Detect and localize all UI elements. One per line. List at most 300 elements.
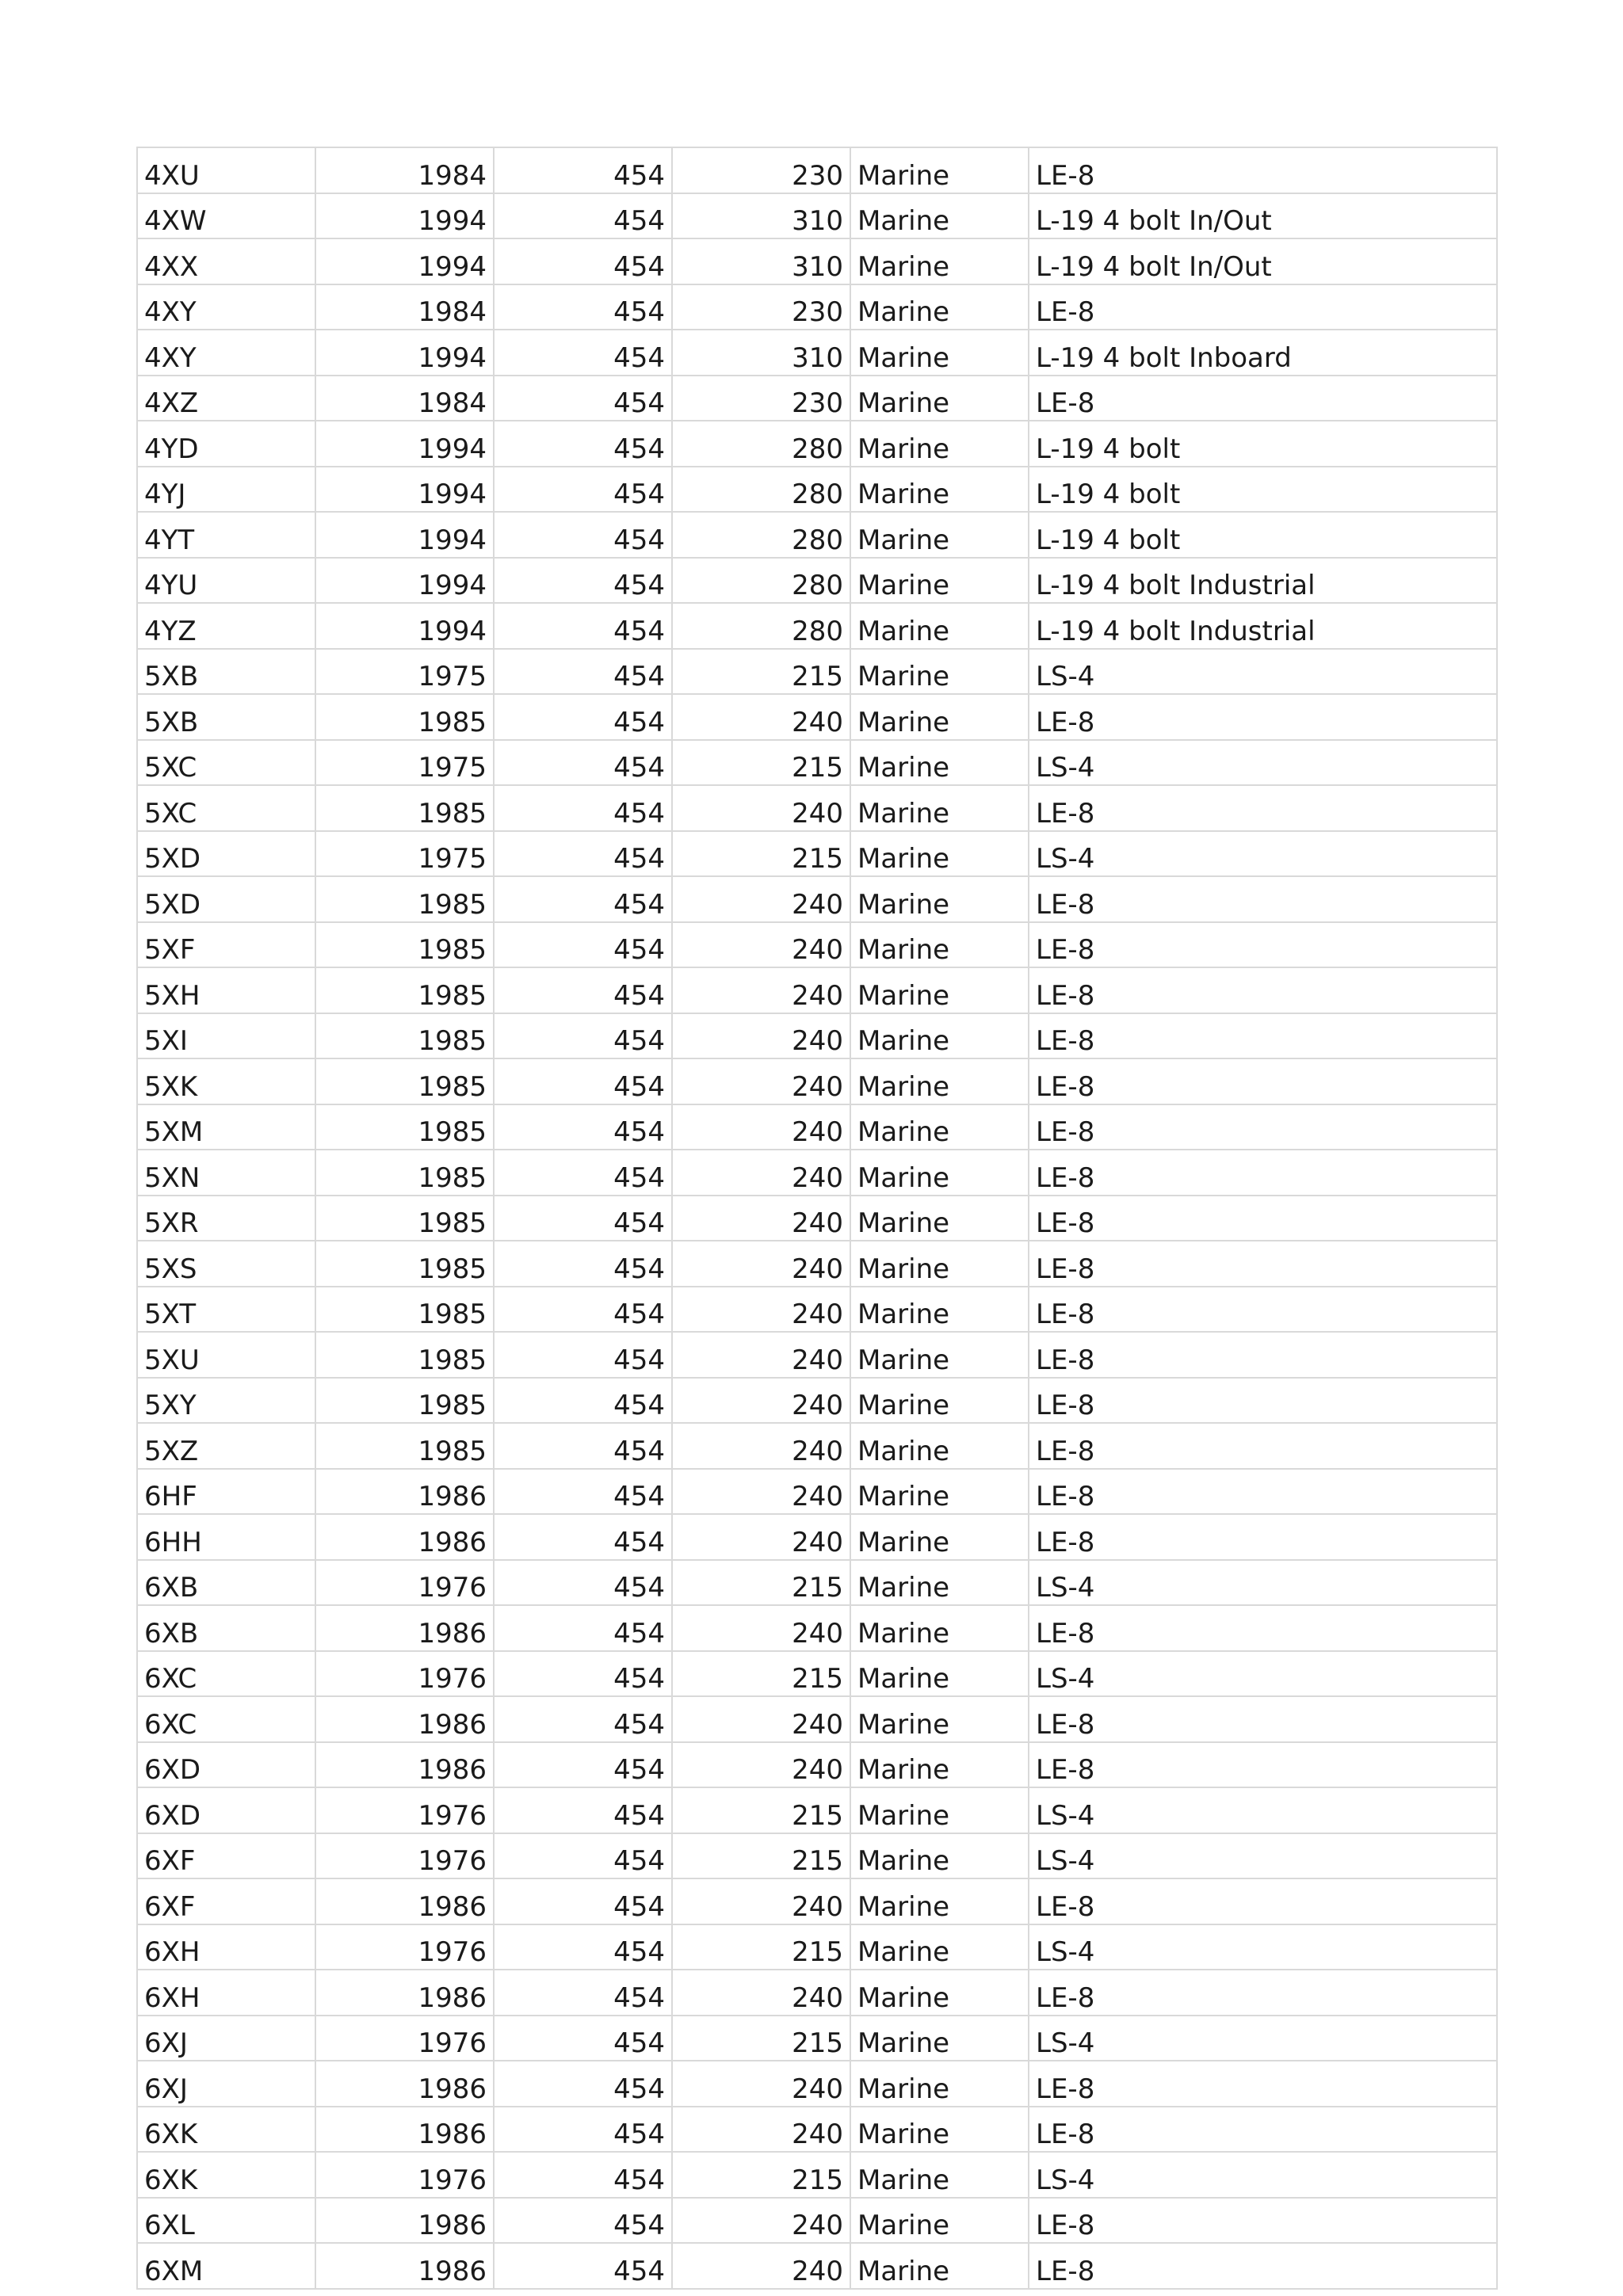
table-row [137, 1833, 1497, 1879]
model-cell: LE-8 [1029, 1332, 1497, 1378]
engine-code-cell: 5XD [137, 831, 315, 877]
model-cell: L-19 4 bolt In/Out [1029, 238, 1497, 284]
year-cell: 1986 [315, 2243, 494, 2289]
engine-code-cell: 6XM [137, 2243, 315, 2289]
engine-code-cell: 4XW [137, 193, 315, 239]
application-cell: Marine [850, 831, 1029, 877]
year-cell: 1984 [315, 147, 494, 193]
model-cell: LE-8 [1029, 1150, 1497, 1196]
year-cell: 1976 [315, 2016, 494, 2061]
horsepower-cell: 240 [672, 2198, 850, 2244]
engine-code-cell: 5XC [137, 785, 315, 831]
horsepower-cell: 280 [672, 558, 850, 604]
horsepower-cell: 240 [672, 2107, 850, 2153]
application-cell: Marine [850, 1423, 1029, 1469]
displacement-cell: 454 [494, 238, 672, 284]
horsepower-cell: 230 [672, 284, 850, 330]
table-row [137, 1013, 1497, 1059]
displacement-cell: 454 [494, 1560, 672, 1606]
model-cell: LE-8 [1029, 2107, 1497, 2153]
horsepower-cell: 240 [672, 1378, 850, 1424]
year-cell: 1985 [315, 967, 494, 1013]
engine-code-cell: 5XZ [137, 1423, 315, 1469]
year-cell: 1985 [315, 1378, 494, 1424]
year-cell: 1976 [315, 1651, 494, 1697]
model-cell: LE-8 [1029, 1423, 1497, 1469]
year-cell: 1975 [315, 831, 494, 877]
model-cell: LE-8 [1029, 1058, 1497, 1104]
engine-code-cell: 6HH [137, 1514, 315, 1560]
table-row [137, 1970, 1497, 2016]
displacement-cell: 454 [494, 1196, 672, 1241]
table-row [137, 193, 1497, 239]
application-cell: Marine [850, 1469, 1029, 1515]
displacement-cell: 454 [494, 831, 672, 877]
year-cell: 1986 [315, 2061, 494, 2107]
horsepower-cell: 215 [672, 1560, 850, 1606]
model-cell: LS-4 [1029, 1924, 1497, 1970]
engine-code-cell: 4YT [137, 512, 315, 558]
horsepower-cell: 240 [672, 1423, 850, 1469]
displacement-cell: 454 [494, 876, 672, 922]
model-cell: LE-8 [1029, 1378, 1497, 1424]
application-cell: Marine [850, 1833, 1029, 1879]
table-row [137, 1742, 1497, 1788]
model-cell: L-19 4 bolt [1029, 512, 1497, 558]
table-row [137, 238, 1497, 284]
horsepower-cell: 240 [672, 2061, 850, 2107]
horsepower-cell: 240 [672, 1196, 850, 1241]
application-cell: Marine [850, 1514, 1029, 1560]
application-cell: Marine [850, 1605, 1029, 1651]
table-row [137, 1196, 1497, 1241]
engine-code-cell: 5XH [137, 967, 315, 1013]
engine-code-cell: 5XM [137, 1104, 315, 1150]
year-cell: 1994 [315, 421, 494, 467]
engine-code-cell: 5XF [137, 922, 315, 968]
year-cell: 1986 [315, 1742, 494, 1788]
displacement-cell: 454 [494, 1970, 672, 2016]
application-cell: Marine [850, 2152, 1029, 2198]
application-cell: Marine [850, 421, 1029, 467]
year-cell: 1985 [315, 1150, 494, 1196]
displacement-cell: 454 [494, 2198, 672, 2244]
model-cell: LS-4 [1029, 740, 1497, 786]
year-cell: 1985 [315, 694, 494, 740]
year-cell: 1985 [315, 876, 494, 922]
model-cell: LS-4 [1029, 2152, 1497, 2198]
application-cell: Marine [850, 1058, 1029, 1104]
displacement-cell: 454 [494, 1742, 672, 1788]
year-cell: 1985 [315, 1013, 494, 1059]
engine-code-cell: 6HF [137, 1469, 315, 1515]
model-cell: L-19 4 bolt [1029, 421, 1497, 467]
table-row [137, 649, 1497, 695]
horsepower-cell: 240 [672, 1332, 850, 1378]
year-cell: 1976 [315, 1787, 494, 1833]
year-cell: 1976 [315, 1924, 494, 1970]
table-row [137, 1651, 1497, 1697]
engine-code-cell: 5XS [137, 1241, 315, 1287]
application-cell: Marine [850, 2198, 1029, 2244]
engine-code-table [136, 147, 1498, 2290]
horsepower-cell: 240 [672, 1104, 850, 1150]
model-cell: LS-4 [1029, 1833, 1497, 1879]
engine-code-cell: 6XH [137, 1924, 315, 1970]
displacement-cell: 454 [494, 1058, 672, 1104]
engine-code-cell: 5XU [137, 1332, 315, 1378]
model-cell: L-19 4 bolt Inboard [1029, 330, 1497, 376]
table-row [137, 1924, 1497, 1970]
application-cell: Marine [850, 876, 1029, 922]
engine-code-cell: 6XC [137, 1696, 315, 1742]
table-row [137, 785, 1497, 831]
model-cell: LE-8 [1029, 967, 1497, 1013]
year-cell: 1994 [315, 512, 494, 558]
year-cell: 1985 [315, 785, 494, 831]
table-row [137, 1469, 1497, 1515]
table-row [137, 2061, 1497, 2107]
table-row [137, 876, 1497, 922]
application-cell: Marine [850, 330, 1029, 376]
displacement-cell: 454 [494, 922, 672, 968]
model-cell: LE-8 [1029, 1970, 1497, 2016]
table-row [137, 1287, 1497, 1333]
displacement-cell: 454 [494, 284, 672, 330]
year-cell: 1985 [315, 1104, 494, 1150]
year-cell: 1994 [315, 558, 494, 604]
engine-code-cell: 5XB [137, 694, 315, 740]
horsepower-cell: 215 [672, 1924, 850, 1970]
displacement-cell: 454 [494, 1104, 672, 1150]
displacement-cell: 454 [494, 1150, 672, 1196]
year-cell: 1994 [315, 330, 494, 376]
table-row [137, 1878, 1497, 1924]
horsepower-cell: 240 [672, 1742, 850, 1788]
engine-code-cell: 6XB [137, 1560, 315, 1606]
application-cell: Marine [850, 785, 1029, 831]
engine-code-cell: 4XZ [137, 376, 315, 421]
model-cell: LE-8 [1029, 876, 1497, 922]
engine-code-cell: 6XF [137, 1878, 315, 1924]
displacement-cell: 454 [494, 1833, 672, 1879]
table-row [137, 967, 1497, 1013]
displacement-cell: 454 [494, 1332, 672, 1378]
displacement-cell: 454 [494, 1241, 672, 1287]
model-cell: LE-8 [1029, 1104, 1497, 1150]
application-cell: Marine [850, 2016, 1029, 2061]
engine-code-cell: 5XK [137, 1058, 315, 1104]
engine-code-cell: 5XC [137, 740, 315, 786]
horsepower-cell: 240 [672, 922, 850, 968]
table-row [137, 512, 1497, 558]
model-cell: LS-4 [1029, 2016, 1497, 2061]
year-cell: 1985 [315, 1287, 494, 1333]
engine-code-cell: 6XH [137, 1970, 315, 2016]
year-cell: 1986 [315, 1514, 494, 1560]
displacement-cell: 454 [494, 1651, 672, 1697]
engine-code-cell: 6XD [137, 1787, 315, 1833]
model-cell: LE-8 [1029, 1514, 1497, 1560]
horsepower-cell: 240 [672, 876, 850, 922]
application-cell: Marine [850, 1196, 1029, 1241]
table-row [137, 831, 1497, 877]
table-row [137, 1058, 1497, 1104]
engine-code-cell: 4XX [137, 238, 315, 284]
horsepower-cell: 215 [672, 2016, 850, 2061]
spreadsheet-page [136, 147, 1496, 2290]
engine-code-cell: 6XB [137, 1605, 315, 1651]
model-cell: L-19 4 bolt [1029, 467, 1497, 513]
application-cell: Marine [850, 284, 1029, 330]
model-cell: LE-8 [1029, 1878, 1497, 1924]
displacement-cell: 454 [494, 467, 672, 513]
horsepower-cell: 280 [672, 421, 850, 467]
engine-code-cell: 6XJ [137, 2016, 315, 2061]
table-row [137, 1696, 1497, 1742]
application-cell: Marine [850, 1651, 1029, 1697]
year-cell: 1994 [315, 603, 494, 649]
displacement-cell: 454 [494, 193, 672, 239]
model-cell: LS-4 [1029, 831, 1497, 877]
horsepower-cell: 310 [672, 238, 850, 284]
year-cell: 1986 [315, 1878, 494, 1924]
displacement-cell: 454 [494, 1469, 672, 1515]
year-cell: 1984 [315, 284, 494, 330]
displacement-cell: 454 [494, 2152, 672, 2198]
table-row [137, 2016, 1497, 2061]
engine-code-cell: 5XY [137, 1378, 315, 1424]
table-row [137, 1378, 1497, 1424]
table-row [137, 922, 1497, 968]
application-cell: Marine [850, 147, 1029, 193]
horsepower-cell: 280 [672, 467, 850, 513]
engine-code-cell: 6XD [137, 1742, 315, 1788]
horsepower-cell: 240 [672, 1013, 850, 1059]
application-cell: Marine [850, 2243, 1029, 2289]
year-cell: 1994 [315, 467, 494, 513]
model-cell: LE-8 [1029, 2243, 1497, 2289]
application-cell: Marine [850, 649, 1029, 695]
table-row [137, 330, 1497, 376]
displacement-cell: 454 [494, 1287, 672, 1333]
engine-code-cell: 5XR [137, 1196, 315, 1241]
table-row [137, 1332, 1497, 1378]
year-cell: 1985 [315, 1196, 494, 1241]
horsepower-cell: 215 [672, 831, 850, 877]
engine-code-cell: 6XC [137, 1651, 315, 1697]
table-row [137, 603, 1497, 649]
model-cell: LE-8 [1029, 1469, 1497, 1515]
application-cell: Marine [850, 1560, 1029, 1606]
application-cell: Marine [850, 1287, 1029, 1333]
table-row [137, 1605, 1497, 1651]
model-cell: LS-4 [1029, 1787, 1497, 1833]
horsepower-cell: 280 [672, 603, 850, 649]
year-cell: 1975 [315, 649, 494, 695]
year-cell: 1986 [315, 1970, 494, 2016]
displacement-cell: 454 [494, 558, 672, 604]
table-row [137, 2198, 1497, 2244]
engine-code-cell: 6XK [137, 2107, 315, 2153]
model-cell: LE-8 [1029, 1013, 1497, 1059]
displacement-cell: 454 [494, 1924, 672, 1970]
model-cell: LE-8 [1029, 147, 1497, 193]
model-cell: LE-8 [1029, 1196, 1497, 1241]
table-row [137, 421, 1497, 467]
horsepower-cell: 240 [672, 1058, 850, 1104]
engine-code-cell: 5XN [137, 1150, 315, 1196]
application-cell: Marine [850, 694, 1029, 740]
table-row [137, 1423, 1497, 1469]
table-row [137, 1787, 1497, 1833]
table-row [137, 376, 1497, 421]
engine-code-cell: 5XI [137, 1013, 315, 1059]
horsepower-cell: 240 [672, 1150, 850, 1196]
horsepower-cell: 240 [672, 694, 850, 740]
horsepower-cell: 240 [672, 1469, 850, 1515]
engine-code-cell: 6XK [137, 2152, 315, 2198]
year-cell: 1986 [315, 1605, 494, 1651]
model-cell: LE-8 [1029, 922, 1497, 968]
model-cell: LE-8 [1029, 2198, 1497, 2244]
horsepower-cell: 310 [672, 330, 850, 376]
displacement-cell: 454 [494, 603, 672, 649]
table-row [137, 1241, 1497, 1287]
displacement-cell: 454 [494, 512, 672, 558]
horsepower-cell: 240 [672, 1970, 850, 2016]
displacement-cell: 454 [494, 2107, 672, 2153]
table-row [137, 2107, 1497, 2153]
horsepower-cell: 240 [672, 967, 850, 1013]
displacement-cell: 454 [494, 1696, 672, 1742]
application-cell: Marine [850, 1696, 1029, 1742]
engine-code-cell: 5XD [137, 876, 315, 922]
application-cell: Marine [850, 1924, 1029, 1970]
displacement-cell: 454 [494, 421, 672, 467]
engine-code-cell: 4YU [137, 558, 315, 604]
displacement-cell: 454 [494, 330, 672, 376]
horsepower-cell: 240 [672, 1878, 850, 1924]
application-cell: Marine [850, 922, 1029, 968]
year-cell: 1986 [315, 2198, 494, 2244]
horsepower-cell: 240 [672, 1514, 850, 1560]
displacement-cell: 454 [494, 1013, 672, 1059]
displacement-cell: 454 [494, 376, 672, 421]
table-row [137, 1560, 1497, 1606]
displacement-cell: 454 [494, 1605, 672, 1651]
application-cell: Marine [850, 1150, 1029, 1196]
model-cell: LS-4 [1029, 1560, 1497, 1606]
application-cell: Marine [850, 1742, 1029, 1788]
year-cell: 1976 [315, 2152, 494, 2198]
model-cell: LS-4 [1029, 1651, 1497, 1697]
engine-code-cell: 5XT [137, 1287, 315, 1333]
table-row [137, 1514, 1497, 1560]
model-cell: LE-8 [1029, 1742, 1497, 1788]
engine-code-cell: 4XY [137, 330, 315, 376]
model-cell: LE-8 [1029, 2061, 1497, 2107]
year-cell: 1986 [315, 1469, 494, 1515]
horsepower-cell: 310 [672, 193, 850, 239]
table-row [137, 740, 1497, 786]
displacement-cell: 454 [494, 1378, 672, 1424]
horsepower-cell: 215 [672, 740, 850, 786]
application-cell: Marine [850, 558, 1029, 604]
application-cell: Marine [850, 1241, 1029, 1287]
horsepower-cell: 215 [672, 649, 850, 695]
application-cell: Marine [850, 1104, 1029, 1150]
application-cell: Marine [850, 1787, 1029, 1833]
year-cell: 1984 [315, 376, 494, 421]
model-cell: L-19 4 bolt Industrial [1029, 558, 1497, 604]
application-cell: Marine [850, 740, 1029, 786]
year-cell: 1986 [315, 1696, 494, 1742]
table-row [137, 2243, 1497, 2289]
table-row [137, 558, 1497, 604]
year-cell: 1976 [315, 1833, 494, 1879]
application-cell: Marine [850, 512, 1029, 558]
horsepower-cell: 230 [672, 147, 850, 193]
table-body [137, 147, 1497, 2289]
application-cell: Marine [850, 1378, 1029, 1424]
engine-code-cell: 4YZ [137, 603, 315, 649]
engine-code-cell: 4XU [137, 147, 315, 193]
model-cell: LE-8 [1029, 284, 1497, 330]
horsepower-cell: 230 [672, 376, 850, 421]
year-cell: 1985 [315, 1241, 494, 1287]
engine-code-cell: 4YJ [137, 467, 315, 513]
application-cell: Marine [850, 1013, 1029, 1059]
year-cell: 1994 [315, 193, 494, 239]
model-cell: LE-8 [1029, 694, 1497, 740]
horsepower-cell: 240 [672, 785, 850, 831]
engine-code-cell: 4XY [137, 284, 315, 330]
displacement-cell: 454 [494, 1878, 672, 1924]
horsepower-cell: 240 [672, 1241, 850, 1287]
model-cell: LE-8 [1029, 1696, 1497, 1742]
displacement-cell: 454 [494, 694, 672, 740]
model-cell: LE-8 [1029, 1605, 1497, 1651]
year-cell: 1994 [315, 238, 494, 284]
table-row [137, 2152, 1497, 2198]
horsepower-cell: 280 [672, 512, 850, 558]
table-row [137, 147, 1497, 193]
displacement-cell: 454 [494, 1787, 672, 1833]
model-cell: L-19 4 bolt In/Out [1029, 193, 1497, 239]
application-cell: Marine [850, 467, 1029, 513]
application-cell: Marine [850, 238, 1029, 284]
year-cell: 1985 [315, 1058, 494, 1104]
horsepower-cell: 215 [672, 2152, 850, 2198]
application-cell: Marine [850, 1878, 1029, 1924]
application-cell: Marine [850, 967, 1029, 1013]
engine-code-cell: 5XB [137, 649, 315, 695]
table-row [137, 284, 1497, 330]
engine-code-cell: 4YD [137, 421, 315, 467]
displacement-cell: 454 [494, 147, 672, 193]
application-cell: Marine [850, 1332, 1029, 1378]
horsepower-cell: 240 [672, 1605, 850, 1651]
engine-code-cell: 6XL [137, 2198, 315, 2244]
horsepower-cell: 215 [672, 1833, 850, 1879]
model-cell: LS-4 [1029, 649, 1497, 695]
application-cell: Marine [850, 376, 1029, 421]
displacement-cell: 454 [494, 2243, 672, 2289]
year-cell: 1986 [315, 2107, 494, 2153]
displacement-cell: 454 [494, 785, 672, 831]
displacement-cell: 454 [494, 2061, 672, 2107]
